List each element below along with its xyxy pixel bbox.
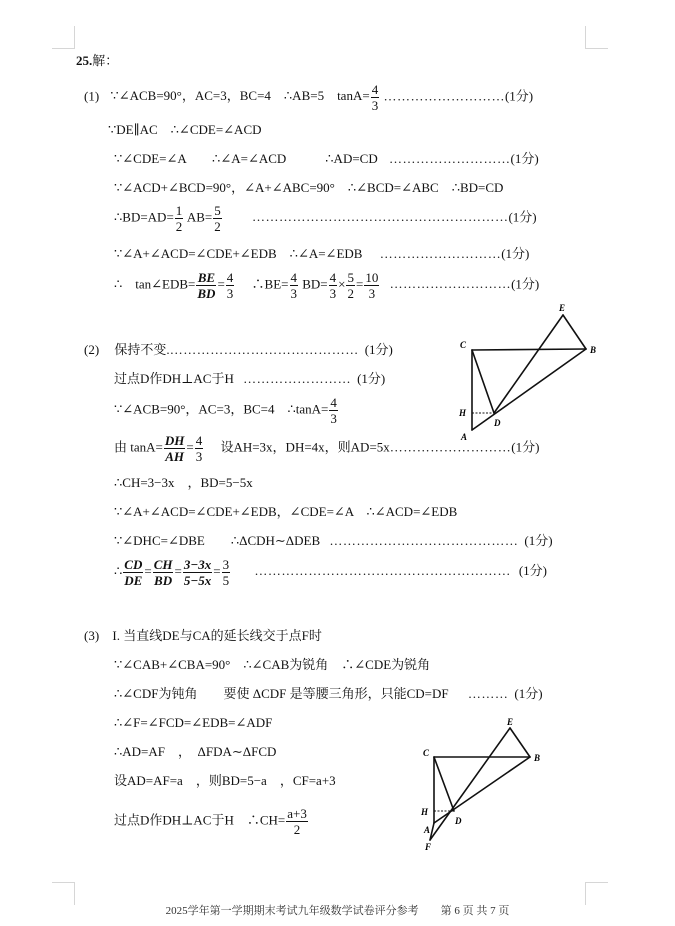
part2-line4-text: 由 tanA= — [114, 439, 163, 455]
part2-line2 — [114, 370, 385, 388]
part2-line3 — [114, 395, 339, 426]
leader-dots: ……………………… — [383, 88, 505, 104]
fraction: $\frac{DH}{AH}$ — [164, 433, 185, 464]
fraction: $\frac{3-3x}{5-5x}$ — [183, 557, 212, 588]
part1-line5-text: ∴BD=AD= — [114, 209, 174, 225]
fraction: $\frac{3}{5}$ — [222, 557, 230, 588]
leader-dots: …………………………………… — [329, 533, 519, 548]
part2-label: (2) — [84, 342, 100, 357]
label-a: A — [461, 432, 468, 442]
fraction: $\frac{1}{2}$ — [175, 203, 183, 234]
part3-line4 — [114, 714, 272, 732]
leader-dots: ………………………………………………… — [251, 209, 509, 225]
label-f: F — [425, 842, 432, 852]
fraction: $\frac{10}{3}$ — [365, 270, 379, 301]
part1-line7-text: ∴ tan∠EDB= — [114, 276, 196, 292]
part3-label: (3) — [84, 628, 100, 643]
part2-line3-text: ∵∠ACB=90°，AC=3，BC=4 ∴tanA= — [114, 401, 329, 417]
segment-cd — [434, 757, 454, 811]
label-b: B — [534, 753, 541, 763]
score-label: (1分) — [524, 533, 553, 548]
part1-line7-mid: ∴BE= — [238, 276, 289, 292]
part3-line6-text: 设AD=AF=a ，则BD=5−a ，CF=a+3 — [114, 773, 336, 788]
solution-label: 解： — [92, 53, 119, 68]
part2-line5 — [114, 474, 253, 492]
part2-line6-text: ∵∠A+∠ACD=∠CDE+∠EDB，∠CDE=∠A ∴∠ACD=∠EDB — [114, 504, 458, 519]
part1-line7-mid2: BD= — [302, 276, 328, 292]
part1-line2-text: ∵DE∥AC ∴∠CDE=∠ACD — [108, 122, 262, 137]
part1-label: (1) — [84, 88, 100, 104]
part3-line6 — [114, 772, 336, 790]
part1-line4-text: ∵∠ACD+∠BCD=90°，∠A+∠ABC=90° ∴∠BCD=∠ABC ∴BD=CD — [114, 180, 504, 195]
part1-line6-text: ∵∠A+∠ACD=∠CDE+∠EDB ∴∠A=∠EDB — [114, 246, 363, 261]
leader-dots: ……………………… — [388, 151, 511, 166]
segment-eb — [563, 315, 586, 349]
score-label: (1分) — [511, 276, 540, 292]
part1-line7: ∴ tan∠EDB= $\frac{BE}{BD}$ = $\frac{4}{3}$ ∴BE= $\frac{4}{3}$ BD= $\frac{4}{3}$ × $\frac{5}{2}$ = $\frac{10}{3}$ ………………………(1分) — [114, 270, 540, 301]
fraction: $\frac{4}{3}$ — [226, 270, 234, 301]
part3-line3-text: ∴∠CDF为钝角 要使 ΔCDF 是等腰三角形，只能CD=DF — [114, 686, 449, 701]
part1-line6 — [114, 245, 529, 263]
score-label: (1分) — [514, 686, 543, 701]
part3-line1-text: I. 当直线DE与CA的延长线交于点F时 — [112, 628, 322, 643]
part3-line1 — [84, 627, 322, 645]
label-e: E — [559, 303, 566, 313]
label-d: D — [455, 816, 462, 826]
label-c: C — [423, 748, 430, 758]
geometry-figure-2 — [418, 716, 554, 856]
score-label: (1分) — [364, 342, 393, 357]
label-h: H — [459, 408, 467, 418]
part3-line7 — [114, 806, 309, 837]
fraction: $\frac{CD}{DE}$ — [124, 557, 143, 588]
part2-line5-text: ∴CH=3−3x ，BD=5−5x — [114, 475, 253, 490]
segment-eb — [510, 728, 530, 757]
score-label: (1分) — [518, 563, 547, 579]
part2-line8-text: ∴ — [114, 563, 123, 579]
part2-line8: ∴ $\frac{CD}{DE}$ = $\frac{CH}{BD}$ = $\frac{3-3x}{5-5x}$ = $\frac{3}{5}$ ………………………………………………… (1分) — [114, 557, 547, 588]
leader-dots: ……………………… — [379, 246, 502, 261]
score-label: (1分) — [511, 439, 540, 455]
score-label: (1分) — [504, 88, 534, 104]
part2-line4-mid: 设AH=3x，DH=4x，则AD=5x — [207, 439, 390, 455]
part2-line7-text: ∵∠DHC=∠DBE ∴ΔCDH∼ΔDEB — [114, 533, 321, 548]
crop-mark-top-right — [585, 26, 608, 49]
part3-line5-text: ∴AD=AF ， ΔFDA∼ΔFCD — [114, 744, 277, 759]
fraction: $\frac{5}{2}$ — [214, 203, 221, 234]
fraction: $\frac{a+3}{2}$ — [287, 806, 307, 837]
part1-line4 — [114, 179, 503, 197]
leader-dots: ……… — [467, 686, 509, 701]
part1-line3 — [114, 150, 539, 168]
part3-line2-text: ∵∠CAB+∠CBA=90° ∴∠CAB为锐角 ∴∠CDE为锐角 — [114, 657, 431, 672]
part1-line1 — [84, 82, 533, 113]
geometry-figure-1 — [452, 298, 602, 443]
fraction: $\frac{4}{3}$ — [329, 270, 337, 301]
fraction: $\frac{4}{3}$ — [330, 395, 337, 426]
part3-line4-text: ∴∠F=∠FCD=∠EDB=∠ADF — [114, 715, 273, 730]
label-h: H — [421, 807, 429, 817]
part3-line2 — [114, 656, 430, 674]
fraction: $\frac{4}{3}$ — [371, 82, 379, 113]
page-footer: 2025学年第一学期期末考试九年级数学试卷评分参考 第 6 页 共 7 页 — [165, 905, 510, 917]
fraction: $\frac{BE}{BD}$ — [197, 270, 216, 301]
leader-dots: ……………………… — [389, 439, 512, 455]
leader-dots: …………………………………… — [169, 342, 359, 357]
part1-line1-text: ∵∠ACB=90°，AC=3，BC=4 ∴AB=5 tanA= — [110, 88, 370, 104]
crop-mark-top-left — [52, 26, 75, 49]
segment-fe — [430, 728, 510, 840]
part1-line5-mid: AB= — [186, 209, 213, 225]
part3-line7-text: 过点D作DH⊥AC于H ∴CH= — [114, 812, 286, 828]
fraction: $\frac{4}{3}$ — [195, 433, 203, 464]
fraction: $\frac{4}{3}$ — [290, 270, 297, 301]
part2-line1 — [84, 341, 393, 359]
part2-line4: 由 tanA= $\frac{DH}{AH}$ = $\frac{4}{3}$ 设AH=3x，DH=4x，则AD=5x………………………(1分) — [114, 433, 540, 464]
part1-line2 — [108, 121, 262, 139]
segment-ab — [472, 349, 586, 430]
fraction: $\frac{CH}{BD}$ — [153, 557, 173, 588]
problem-number: 25. — [76, 53, 93, 68]
leader-dots: ………………………………………………… — [254, 563, 511, 579]
part1-line3-text: ∵∠CDE=∠A ∴∠A=∠ACD ∴AD=CD — [114, 151, 378, 166]
score-label: (1分) — [357, 371, 386, 386]
part2-line6 — [114, 503, 457, 521]
leader-dots: …………………… — [243, 371, 352, 386]
segment-de — [494, 315, 563, 413]
problem-header — [76, 52, 118, 70]
part1-line5 — [114, 203, 537, 234]
score-label: (1分) — [508, 209, 537, 225]
segment-cb — [472, 349, 586, 350]
label-c: C — [460, 340, 467, 350]
part3-line3 — [114, 685, 543, 703]
label-e: E — [507, 717, 514, 727]
segment-cd — [472, 350, 494, 413]
part2-line7 — [114, 532, 553, 550]
fraction: $\frac{5}{2}$ — [347, 270, 354, 301]
label-b: B — [590, 345, 597, 355]
label-d: D — [494, 418, 501, 428]
leader-dots: ……………………… — [389, 276, 512, 292]
score-label: (1分) — [510, 151, 539, 166]
part2-line1-text: 保持不变. — [114, 342, 170, 357]
label-a: A — [424, 825, 431, 835]
part2-line2-text: 过点D作DH⊥AC于H — [114, 371, 234, 386]
part3-line5 — [114, 743, 276, 761]
score-label: (1分) — [501, 246, 530, 261]
